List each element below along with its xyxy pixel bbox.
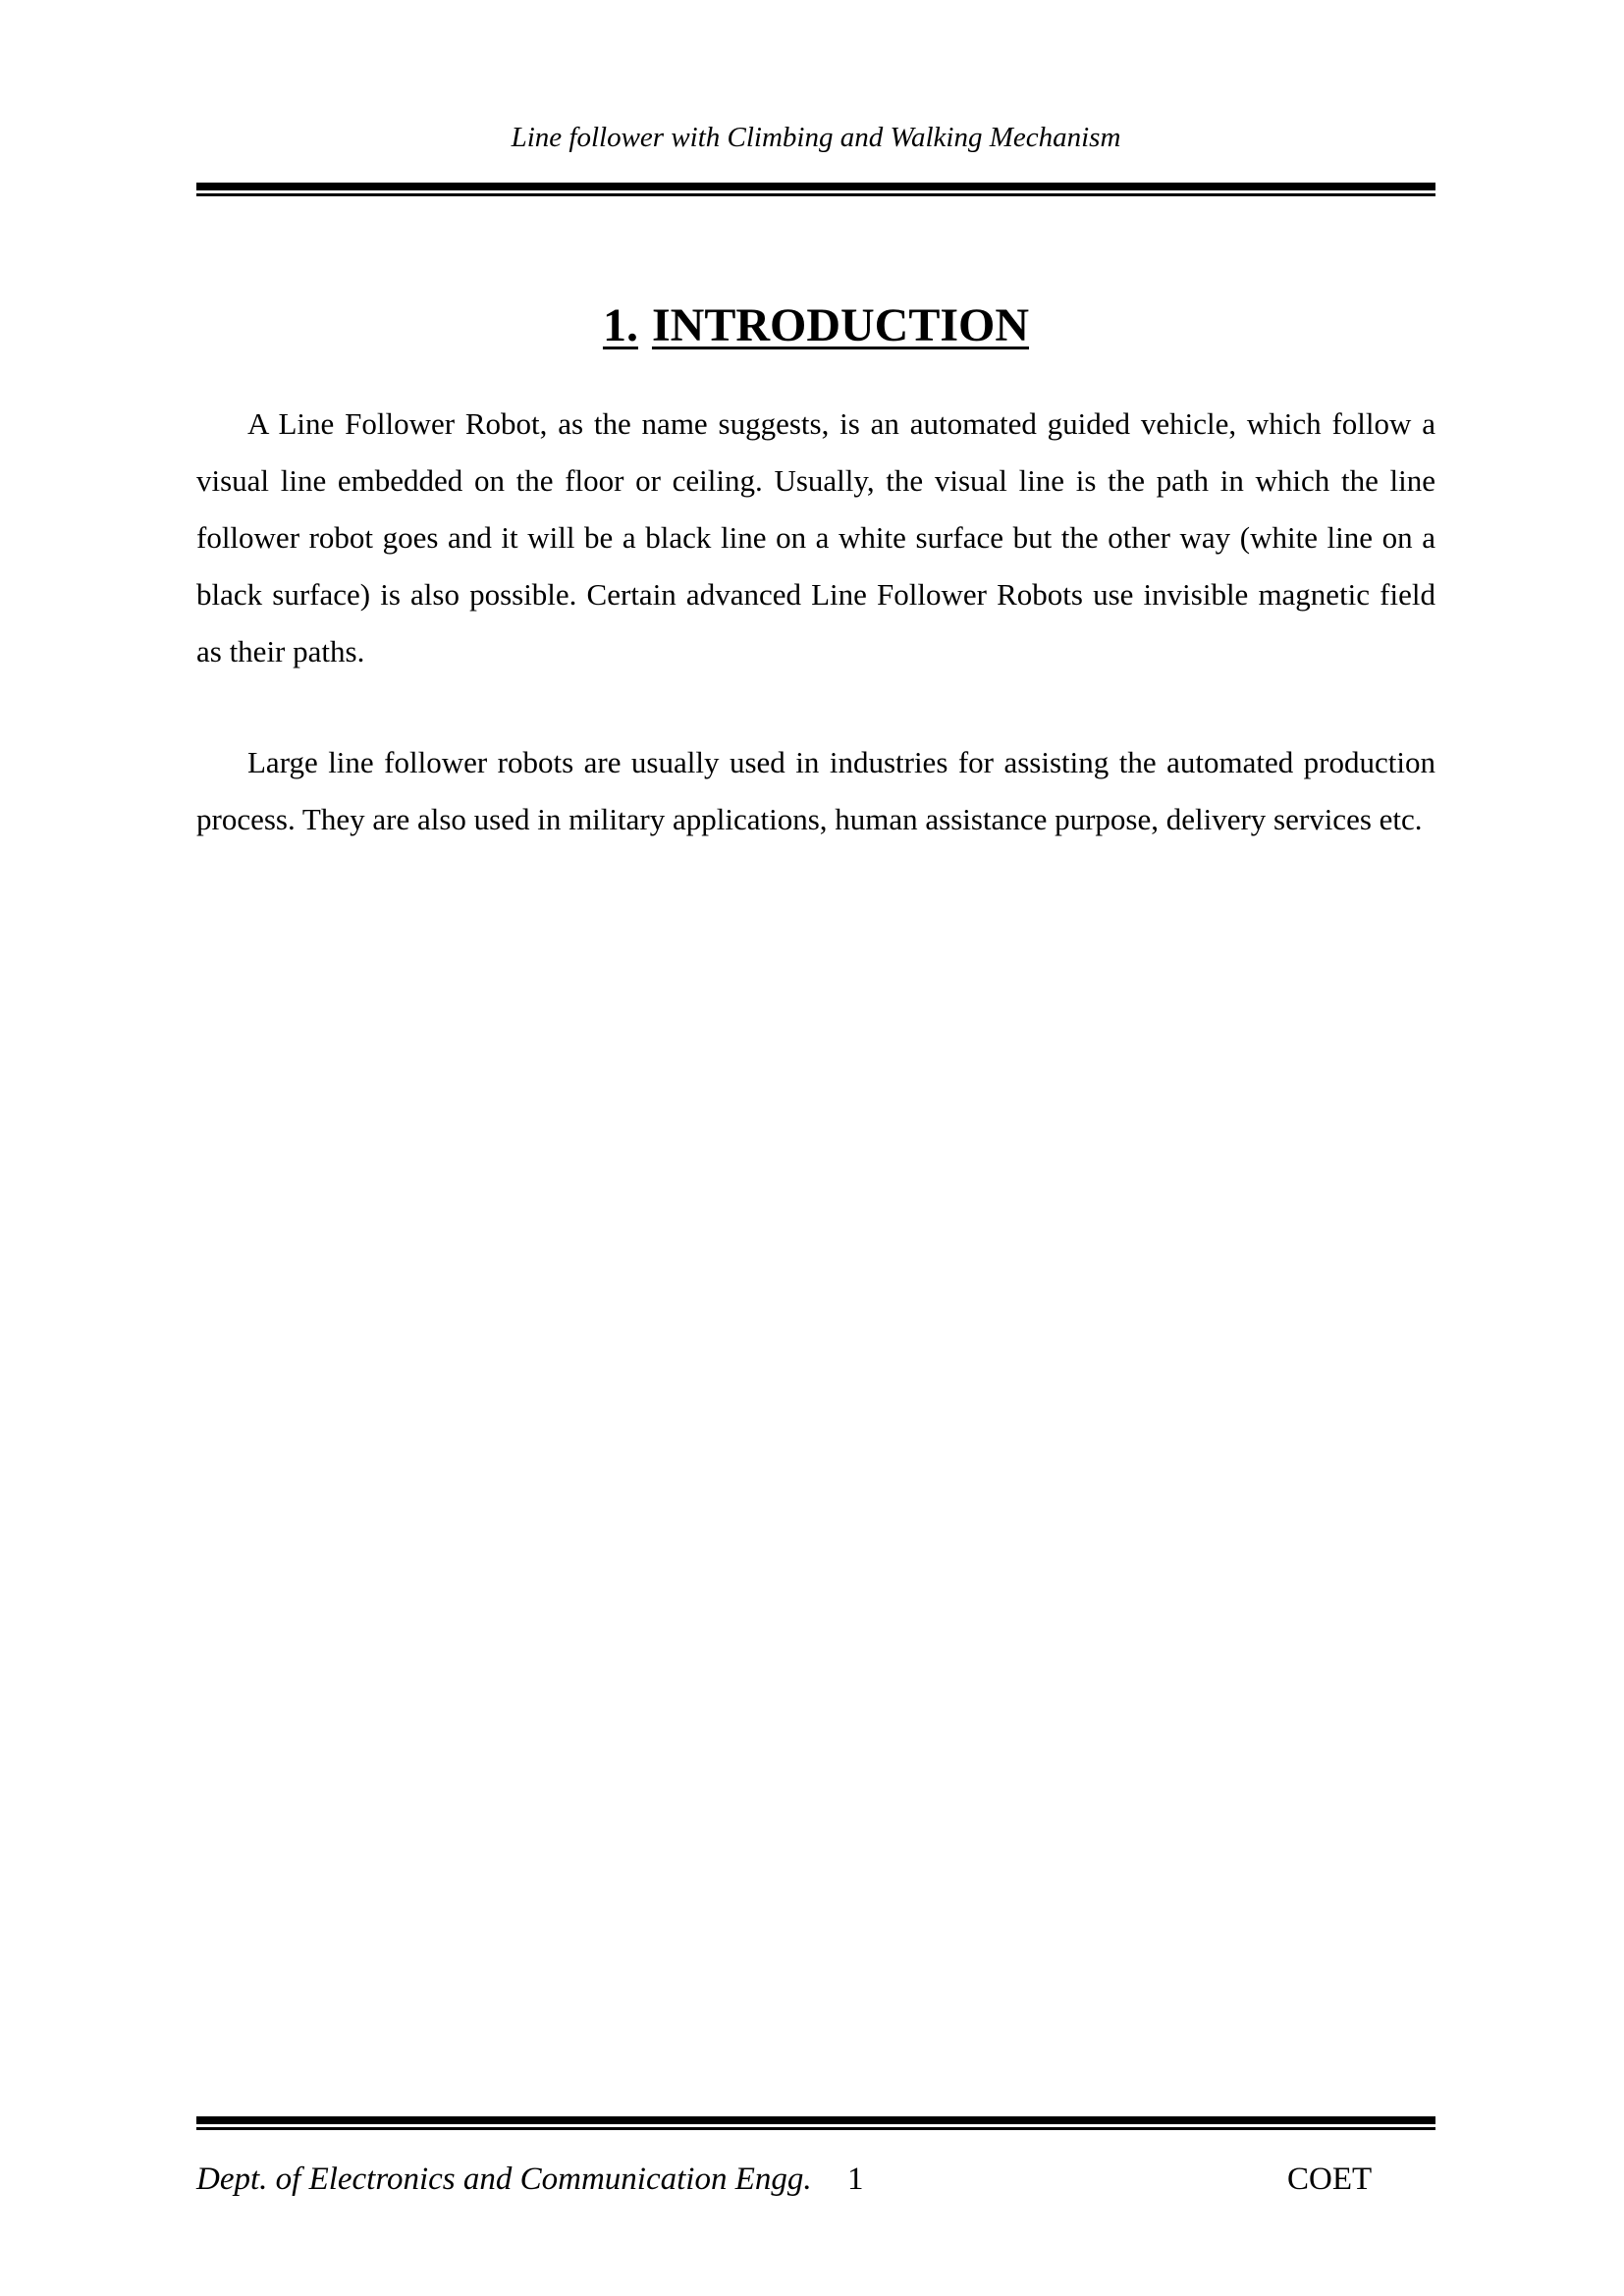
footer-rule-thick <box>196 2116 1435 2124</box>
chapter-number: 1. <box>602 299 638 351</box>
running-header-title: Line follower with Climbing and Walking Mechanism <box>511 122 1121 153</box>
body-paragraph: A Line Follower Robot, as the name suggests, is an automated guided vehicle, which follow a visual line embedded on the floor or ceiling. Usually, the visual line is the path in which the line follower robot goes and it will be a black line on a white surface but the other way (white line on a black surface) is also possible. Certain advanced Line Follower Robots use invisible magnetic field as their paths. <box>196 406 1435 668</box>
body-paragraph: Large line follower robots are usually used in industries for assisting the automated production process. They are also used in military applications, human assistance purpose, delivery services etc. <box>196 745 1435 836</box>
footer-organization: COET <box>1287 2162 1373 2197</box>
footer-department: Dept. of Electronics and Communication Engg. <box>196 2162 812 2197</box>
chapter-heading <box>196 296 1435 355</box>
header-rule <box>196 183 1435 196</box>
footer-rule <box>196 2116 1435 2130</box>
header-rule-thick <box>196 183 1435 190</box>
page-number: 1 <box>847 2162 864 2197</box>
chapter-title: INTRODUCTION <box>651 299 1030 351</box>
footer-rule-thin <box>196 2127 1435 2130</box>
header-rule-thin <box>196 193 1435 196</box>
